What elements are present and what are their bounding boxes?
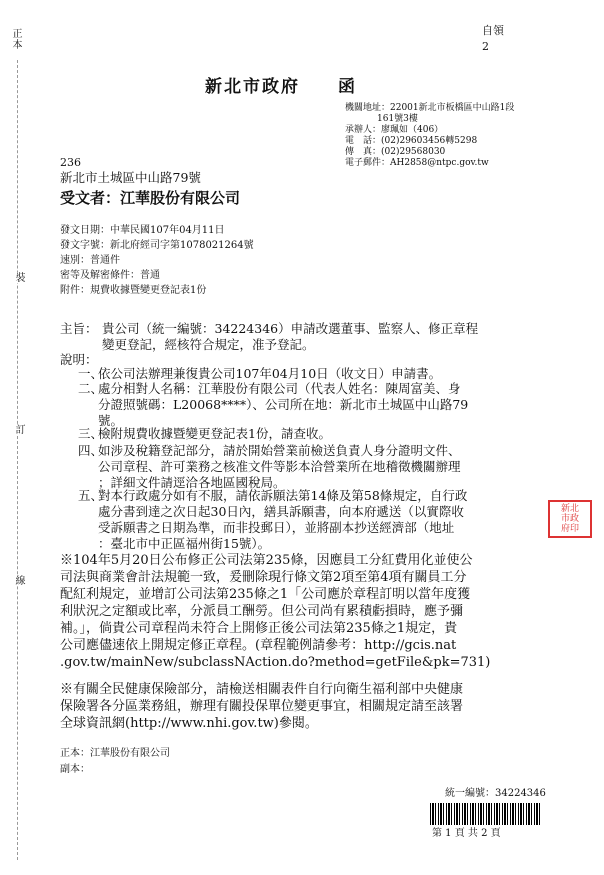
item-number: 五、: [78, 488, 104, 503]
copy-type-label: 正本: [10, 28, 21, 50]
note-line: 保險署各分區業務組，辦理有關投保單位變更事宜，相關規定請至該署: [60, 699, 464, 714]
item-line: ：臺北市中正區福州街15號）。: [98, 536, 271, 551]
corner-number: 2: [482, 40, 489, 53]
subject-text: [102, 321, 552, 353]
official-seal: [548, 500, 592, 538]
distribution-original: 正本：江華股份有限公司: [60, 748, 170, 759]
note-company-law: [60, 552, 550, 671]
note-line: 司法與商業會計法規範一致，爰刪除現行條文第2項至第4項有關員工分: [60, 570, 467, 585]
item-line: 依公司法辦理兼復貴公司107年04月10日（收文日）申請書。: [98, 366, 442, 381]
recipient: 受文者：江華股份有限公司: [60, 189, 241, 207]
document-title: 新北市政府 函: [205, 77, 357, 97]
distribution: [60, 746, 170, 778]
item-line: 號。: [98, 413, 124, 428]
note-health-insurance: [60, 681, 550, 732]
binding-mark-3: 線: [13, 575, 24, 586]
item-line: ；詳細文件請逕洽各地區國稅局。: [98, 475, 286, 490]
subject-line: 變更登記，經核符合規定，准予登記。: [102, 337, 315, 352]
agency-address-cont: 161號3樓: [377, 114, 418, 124]
subject-label: 主旨：: [60, 321, 98, 336]
speed: 速別：普通件: [60, 255, 120, 266]
classification: 密等及解密條件：普通: [60, 270, 160, 281]
item-line: 檢附規費收據暨變更登記表1份，請查收。: [98, 426, 331, 441]
explanation-item-1: [78, 366, 538, 382]
item-line: 對本行政處分如有不服，請依訴願法第14條及第58條規定，自行政: [98, 488, 468, 503]
binding-mark-1: 裝: [13, 272, 24, 283]
agency-fax: 傳 真：(02)29568030: [345, 147, 446, 157]
meta-block: [60, 223, 254, 298]
agency-phone: 電 話：(02)29603456轉5298: [345, 136, 478, 146]
agency-handler: 承辦人：廖珮如（406）: [345, 125, 444, 135]
note-line: 公司應儘速依上開規定修正章程。(章程範例請參考：http://gcis.nat: [60, 638, 457, 653]
note-line: ※104年5月20日公布修正公司法第235條，因應員工分紅費用化並使公: [60, 553, 473, 568]
item-line: 如涉及稅籍登記部分，請於開始營業前檢送負責人身分證明文件、: [98, 443, 461, 458]
issue-date: 發文日期：中華民國107年04月11日: [60, 225, 225, 236]
item-line: 受訴願書之日期為準，而非投郵日），並將副本抄送經濟部（地址: [98, 520, 455, 535]
item-number: 二、: [78, 381, 104, 396]
agency-address: 機關地址：22001新北市板橋區中山路1段: [345, 103, 515, 113]
agency-email: 電子郵件：AH2858@ntpc.gov.tw: [345, 158, 489, 168]
issue-number: 發文字號：新北府經司字第1078021264號: [60, 240, 254, 251]
page-number: 第 1 頁 共 2 頁: [432, 828, 501, 839]
binding-mark-2: 訂: [13, 424, 24, 435]
binding-line: [17, 60, 18, 860]
note-line: 補。」，倘貴公司章程尚未符合上開修正後公司法第235條之1規定，貴: [60, 621, 458, 636]
item-line: 分證照號碼：L20068****）、公司所在地：新北市土城區中山路79: [98, 397, 469, 412]
note-line: 配紅利規定，並增訂公司法第235條之1「公司應於章程訂明以當年度獲: [60, 587, 471, 602]
note-line: 全球資訊網(http://www.nhi.gov.tw)參閱。: [60, 716, 318, 731]
distribution-copy: 副本：: [60, 764, 90, 775]
item-line: 處分相對人名稱：江華股份有限公司（代表人姓名：陳周富美、身: [98, 381, 461, 396]
explanation-item-5: [78, 488, 538, 552]
recipient-address: 新北市土城區中山路79號: [60, 170, 201, 185]
item-line: 公司章程、許可業務之核准文件等影本洽營業所在地稽徵機關辦理: [98, 459, 461, 474]
item-number: 三、: [78, 426, 104, 441]
postal-code: 236: [60, 156, 81, 169]
seal-text: 新北: [560, 504, 579, 514]
seal-text: 市政: [560, 514, 579, 524]
item-number: 一、: [78, 366, 104, 381]
explanation-item-2: [78, 381, 538, 429]
corner-label: 自領: [482, 24, 504, 37]
item-number: 四、: [78, 443, 104, 458]
note-line: .gov.tw/mainNew/subclassNAction.do?method=getFile&pk=731): [60, 655, 491, 670]
explanation-label: 說明：: [60, 352, 98, 367]
attachment: 附件：規費收據暨變更登記表1份: [60, 285, 207, 296]
unified-number: 統一編號：34224346: [445, 788, 546, 799]
explanation-item-4: [78, 443, 538, 491]
seal-text: 府印: [560, 524, 579, 534]
note-line: ※有關全民健康保險部分，請檢送相關表件自行向衛生福利部中央健康: [60, 682, 464, 697]
explanation-item-3: [78, 426, 538, 442]
agency-info: [345, 103, 565, 169]
subject-line: 貴公司（統一編號：34224346）申請改選董事、監察人、修正章程: [102, 321, 479, 336]
note-line: 利狀況之定額或比率，分派員工酬勞。但公司尚有累積虧損時，應予彌: [60, 604, 464, 619]
barcode: [430, 803, 542, 825]
item-line: 處分書到達之次日起30日內，繕具訴願書，向本府遞送（以實際收: [98, 504, 464, 519]
